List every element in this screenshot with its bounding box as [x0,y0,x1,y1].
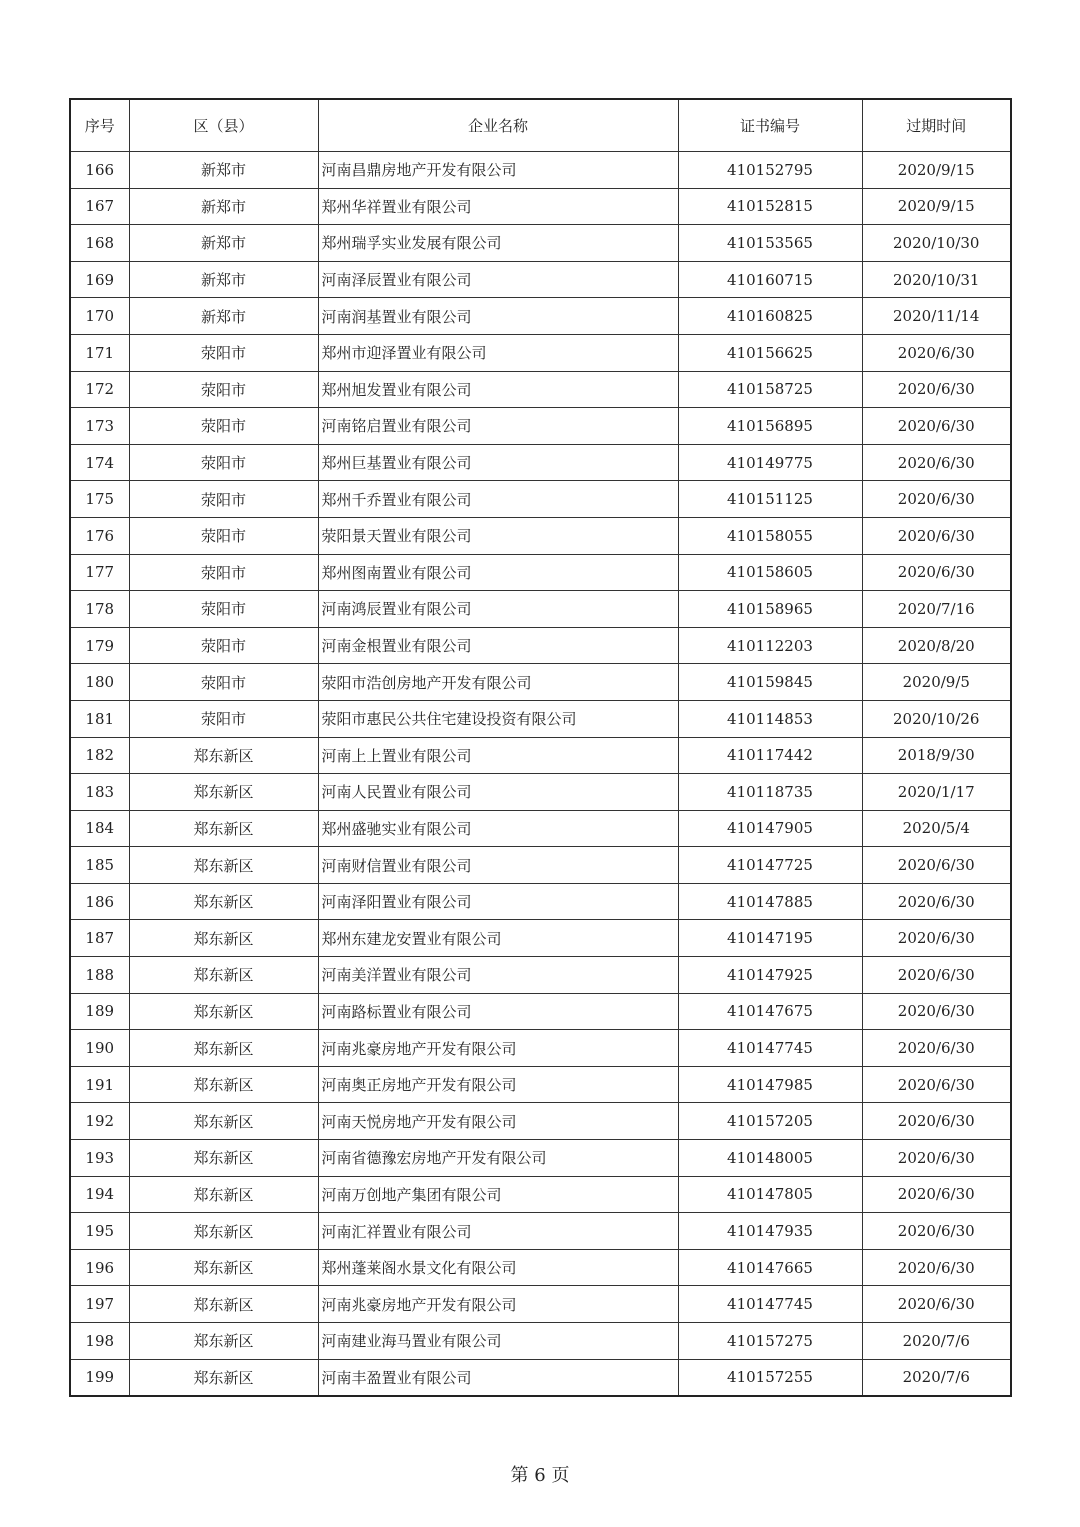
table-row [70,920,1011,957]
table-row [70,1286,1011,1323]
cell-serial: 181 [70,700,129,737]
cell-district: 荥阳市 [129,700,318,737]
cell-expiry: 2020/6/30 [862,993,1011,1030]
cell-district: 荥阳市 [129,517,318,554]
cell-district: 新郑市 [129,298,318,335]
cell-certificate: 410147195 [678,920,862,957]
cell-district: 郑东新区 [129,957,318,994]
cell-certificate: 410147745 [678,1030,862,1067]
header-row [70,99,1011,152]
cell-company: 河南美洋置业有限公司 [318,957,678,994]
cell-expiry: 2020/7/6 [862,1359,1011,1396]
table-row [70,554,1011,591]
cell-expiry: 2020/7/16 [862,591,1011,628]
cell-certificate: 410118735 [678,774,862,811]
cell-certificate: 410147925 [678,957,862,994]
cell-expiry: 2020/6/30 [862,1213,1011,1250]
table-row [70,700,1011,737]
document-sheet [69,98,1010,1397]
cell-district: 荥阳市 [129,408,318,445]
cell-certificate: 410149775 [678,444,862,481]
cell-district: 荥阳市 [129,444,318,481]
cell-expiry: 2020/6/30 [862,1030,1011,1067]
header-company: 企业名称 [318,99,678,152]
table-row [70,1249,1011,1286]
cell-company: 郑州图南置业有限公司 [318,554,678,591]
cell-company: 河南润基置业有限公司 [318,298,678,335]
cell-expiry: 2020/7/6 [862,1323,1011,1360]
cell-certificate: 410147905 [678,810,862,847]
cell-company: 郑州东建龙安置业有限公司 [318,920,678,957]
cell-expiry: 2020/6/30 [862,1286,1011,1323]
table-row [70,408,1011,445]
cell-expiry: 2020/10/30 [862,225,1011,262]
cell-serial: 188 [70,957,129,994]
cell-certificate: 410147675 [678,993,862,1030]
cell-serial: 166 [70,152,129,189]
cell-certificate: 410160715 [678,261,862,298]
cell-district: 荥阳市 [129,627,318,664]
cell-certificate: 410147725 [678,847,862,884]
cell-company: 河南泽辰置业有限公司 [318,261,678,298]
cell-district: 郑东新区 [129,1030,318,1067]
cell-serial: 195 [70,1213,129,1250]
header-certificate: 证书编号 [678,99,862,152]
header-expiry: 过期时间 [862,99,1011,152]
cell-serial: 194 [70,1176,129,1213]
cell-certificate: 410158055 [678,517,862,554]
cell-company: 河南铭启置业有限公司 [318,408,678,445]
cell-company: 荥阳市惠民公共住宅建设投资有限公司 [318,700,678,737]
cell-company: 河南兆豪房地产开发有限公司 [318,1286,678,1323]
cell-district: 荥阳市 [129,664,318,701]
table-row [70,152,1011,189]
cell-district: 荥阳市 [129,371,318,408]
cell-serial: 193 [70,1140,129,1177]
cell-expiry: 2020/6/30 [862,554,1011,591]
cell-company: 河南奥正房地产开发有限公司 [318,1066,678,1103]
table-row [70,1066,1011,1103]
header-district: 区（县） [129,99,318,152]
cell-district: 郑东新区 [129,1176,318,1213]
table-row [70,334,1011,371]
cell-district: 荥阳市 [129,591,318,628]
cell-expiry: 2020/1/17 [862,774,1011,811]
cell-certificate: 410117442 [678,737,862,774]
cell-expiry: 2020/6/30 [862,920,1011,957]
cell-certificate: 410148005 [678,1140,862,1177]
cell-serial: 167 [70,188,129,225]
table-row [70,993,1011,1030]
cell-district: 郑东新区 [129,810,318,847]
cell-company: 郑州千乔置业有限公司 [318,481,678,518]
cell-serial: 179 [70,627,129,664]
cell-certificate: 410114853 [678,700,862,737]
cell-expiry: 2020/10/26 [862,700,1011,737]
cell-expiry: 2020/9/15 [862,152,1011,189]
cell-expiry: 2020/6/30 [862,883,1011,920]
cell-serial: 198 [70,1323,129,1360]
table-row [70,847,1011,884]
cell-serial: 168 [70,225,129,262]
cell-company: 河南财信置业有限公司 [318,847,678,884]
cell-certificate: 410151125 [678,481,862,518]
cell-district: 郑东新区 [129,993,318,1030]
cell-company: 河南万创地产集团有限公司 [318,1176,678,1213]
cell-serial: 196 [70,1249,129,1286]
cell-certificate: 410112203 [678,627,862,664]
cell-expiry: 2020/6/30 [862,408,1011,445]
cell-district: 新郑市 [129,188,318,225]
cell-district: 郑东新区 [129,1359,318,1396]
cell-company: 郑州市迎泽置业有限公司 [318,334,678,371]
cell-company: 荥阳市浩创房地产开发有限公司 [318,664,678,701]
cell-serial: 174 [70,444,129,481]
cell-serial: 173 [70,408,129,445]
cell-expiry: 2020/10/31 [862,261,1011,298]
cell-serial: 186 [70,883,129,920]
cell-company: 河南上上置业有限公司 [318,737,678,774]
table-row [70,810,1011,847]
cell-serial: 184 [70,810,129,847]
cell-certificate: 410158605 [678,554,862,591]
cell-expiry: 2020/6/30 [862,847,1011,884]
cell-expiry: 2020/6/30 [862,1066,1011,1103]
cell-expiry: 2020/9/5 [862,664,1011,701]
cell-company: 河南建业海马置业有限公司 [318,1323,678,1360]
cell-certificate: 410152815 [678,188,862,225]
cell-expiry: 2020/9/15 [862,188,1011,225]
cell-company: 河南金根置业有限公司 [318,627,678,664]
cell-expiry: 2020/6/30 [862,1103,1011,1140]
cell-certificate: 410156625 [678,334,862,371]
cell-company: 郑州蓬莱阁水景文化有限公司 [318,1249,678,1286]
table-row [70,298,1011,335]
cell-company: 河南汇祥置业有限公司 [318,1213,678,1250]
cell-certificate: 410147805 [678,1176,862,1213]
cell-expiry: 2020/6/30 [862,1176,1011,1213]
table-row [70,957,1011,994]
cell-company: 河南省德豫宏房地产开发有限公司 [318,1140,678,1177]
table-row [70,1140,1011,1177]
cell-serial: 191 [70,1066,129,1103]
cell-district: 郑东新区 [129,883,318,920]
cell-expiry: 2020/6/30 [862,334,1011,371]
cell-serial: 182 [70,737,129,774]
table-row [70,1176,1011,1213]
cell-company: 河南天悦房地产开发有限公司 [318,1103,678,1140]
cell-expiry: 2020/6/30 [862,444,1011,481]
cell-certificate: 410152795 [678,152,862,189]
cell-district: 郑东新区 [129,737,318,774]
table-row [70,1359,1011,1396]
cell-expiry: 2018/9/30 [862,737,1011,774]
cell-certificate: 410156895 [678,408,862,445]
cell-company: 郑州巨基置业有限公司 [318,444,678,481]
cell-district: 郑东新区 [129,1286,318,1323]
cell-certificate: 410147885 [678,883,862,920]
cell-certificate: 410147665 [678,1249,862,1286]
table-row [70,664,1011,701]
table-row [70,225,1011,262]
header-serial: 序号 [70,99,129,152]
cell-certificate: 410147985 [678,1066,862,1103]
cell-certificate: 410157205 [678,1103,862,1140]
cell-serial: 172 [70,371,129,408]
cell-district: 郑东新区 [129,1249,318,1286]
cell-serial: 187 [70,920,129,957]
table-row [70,444,1011,481]
table-row [70,627,1011,664]
cell-expiry: 2020/6/30 [862,371,1011,408]
cell-district: 荥阳市 [129,554,318,591]
table-row [70,591,1011,628]
cell-serial: 190 [70,1030,129,1067]
cell-company: 河南昌鼎房地产开发有限公司 [318,152,678,189]
cell-serial: 189 [70,993,129,1030]
cell-serial: 169 [70,261,129,298]
cell-district: 荥阳市 [129,334,318,371]
cell-district: 荥阳市 [129,481,318,518]
cell-serial: 197 [70,1286,129,1323]
table-row [70,371,1011,408]
table-row [70,1103,1011,1140]
table-row [70,774,1011,811]
table-row [70,481,1011,518]
cell-certificate: 410157275 [678,1323,862,1360]
cell-certificate: 410159845 [678,664,862,701]
cell-company: 郑州旭发置业有限公司 [318,371,678,408]
cell-district: 郑东新区 [129,1066,318,1103]
cell-expiry: 2020/6/30 [862,481,1011,518]
cell-expiry: 2020/5/4 [862,810,1011,847]
cell-certificate: 410153565 [678,225,862,262]
table-row [70,883,1011,920]
cell-company: 郑州盛驰实业有限公司 [318,810,678,847]
cell-certificate: 410147745 [678,1286,862,1323]
cell-serial: 171 [70,334,129,371]
cell-certificate: 410158965 [678,591,862,628]
cell-expiry: 2020/6/30 [862,517,1011,554]
cell-company: 荥阳景天置业有限公司 [318,517,678,554]
table-row [70,1323,1011,1360]
cell-serial: 180 [70,664,129,701]
cell-district: 新郑市 [129,225,318,262]
table-row [70,1030,1011,1067]
cell-certificate: 410158725 [678,371,862,408]
cell-company: 河南鸿辰置业有限公司 [318,591,678,628]
cell-serial: 175 [70,481,129,518]
cell-serial: 170 [70,298,129,335]
cell-serial: 177 [70,554,129,591]
cell-serial: 176 [70,517,129,554]
table-row [70,1213,1011,1250]
cell-district: 郑东新区 [129,1103,318,1140]
cell-district: 郑东新区 [129,920,318,957]
table-row [70,188,1011,225]
cell-company: 河南兆豪房地产开发有限公司 [318,1030,678,1067]
cell-serial: 192 [70,1103,129,1140]
cell-expiry: 2020/6/30 [862,957,1011,994]
table-row [70,517,1011,554]
cell-serial: 199 [70,1359,129,1396]
cell-expiry: 2020/6/30 [862,1140,1011,1177]
cell-certificate: 410157255 [678,1359,862,1396]
cell-district: 郑东新区 [129,774,318,811]
table-body [70,152,1011,1397]
table-row [70,737,1011,774]
cell-district: 新郑市 [129,152,318,189]
page-number: 第 6 页 [510,1465,570,1486]
certificate-table [69,98,1012,1397]
cell-expiry: 2020/6/30 [862,1249,1011,1286]
cell-certificate: 410147935 [678,1213,862,1250]
cell-district: 郑东新区 [129,1213,318,1250]
cell-company: 河南泽阳置业有限公司 [318,883,678,920]
cell-certificate: 410160825 [678,298,862,335]
cell-company: 河南丰盈置业有限公司 [318,1359,678,1396]
cell-serial: 185 [70,847,129,884]
cell-district: 郑东新区 [129,847,318,884]
cell-district: 郑东新区 [129,1140,318,1177]
cell-company: 河南人民置业有限公司 [318,774,678,811]
cell-company: 郑州华祥置业有限公司 [318,188,678,225]
cell-serial: 183 [70,774,129,811]
cell-expiry: 2020/8/20 [862,627,1011,664]
cell-company: 郑州瑞孚实业发展有限公司 [318,225,678,262]
cell-company: 河南路标置业有限公司 [318,993,678,1030]
cell-district: 新郑市 [129,261,318,298]
cell-serial: 178 [70,591,129,628]
cell-expiry: 2020/11/14 [862,298,1011,335]
cell-district: 郑东新区 [129,1323,318,1360]
table-row [70,261,1011,298]
